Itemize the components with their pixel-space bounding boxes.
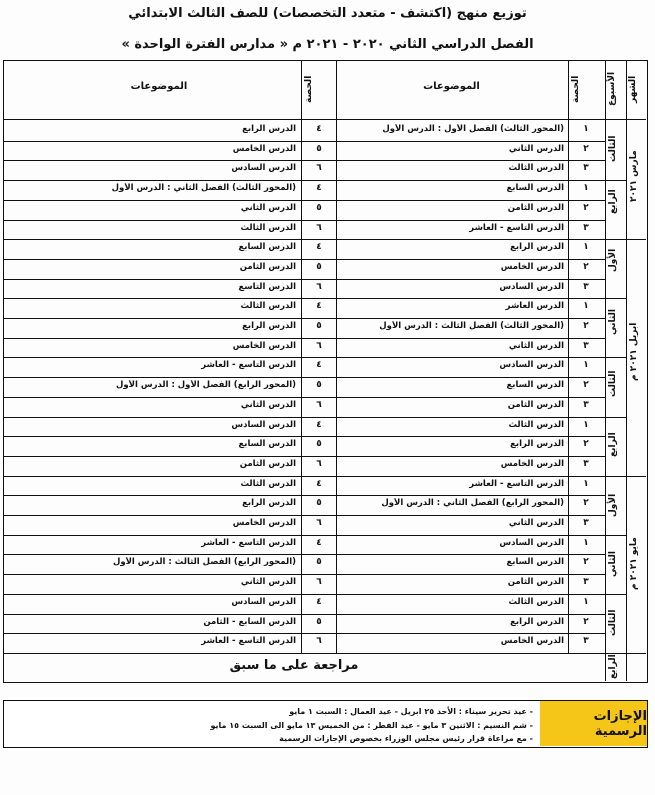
lesson-topic: الدرس الثامن [239, 261, 296, 272]
week-label: الثالث [608, 370, 618, 397]
session-number: ٢ [583, 321, 589, 332]
session-number: ٦ [316, 399, 322, 410]
session-number: ١ [583, 478, 589, 489]
table-divider [605, 476, 626, 477]
session-number: ١ [583, 360, 589, 371]
lesson-topic: الدرس الخامس [232, 518, 296, 529]
lesson-topic: الدرس السادس [231, 419, 296, 430]
table-divider [4, 653, 605, 654]
lesson-topic: الدرس الثامن [507, 577, 564, 588]
session-number: ٦ [316, 340, 322, 351]
table-divider [605, 535, 626, 536]
lesson-topic: الدرس الثاني [508, 143, 564, 154]
lesson-topic: الدرس الثالث [508, 596, 564, 607]
month-april: ابريل ٢٠٢١ م [629, 322, 639, 382]
table-divider [4, 397, 605, 398]
week-label: الثاني [608, 308, 618, 335]
lesson-topic: الدرس التاسع [238, 281, 296, 292]
session-number: ٤ [316, 360, 322, 371]
lesson-topic: الدرس الثامن [507, 202, 564, 213]
lesson-topic: الدرس الرابع [242, 498, 296, 509]
month-may: مايو ٢٠٢١ م [629, 537, 639, 591]
lesson-topic: الدرس الثاني [508, 518, 564, 529]
table-divider [605, 653, 626, 654]
table-divider [605, 298, 626, 299]
table-divider [605, 357, 626, 358]
table-divider [4, 180, 605, 181]
lesson-topic: الدرس السادس [499, 281, 564, 292]
session-number: ١ [583, 537, 589, 548]
session-number: ٢ [583, 616, 589, 627]
header-session-left: الحصة [304, 75, 314, 103]
session-number: ٢ [583, 498, 589, 509]
table-divider [4, 259, 605, 260]
session-number: ٣ [583, 518, 589, 529]
lesson-topic: الدرس السابع - الثامن [203, 616, 296, 627]
lesson-topic: الدرس الثالث [240, 478, 296, 489]
session-number: ٣ [583, 399, 589, 410]
session-number: ٣ [583, 636, 589, 647]
session-number: ٥ [316, 439, 322, 450]
lesson-topic: الدرس الثاني [508, 340, 564, 351]
table-divider [4, 594, 605, 595]
week-label: الثالث [608, 135, 618, 163]
session-number: ١ [583, 419, 589, 430]
table-divider [4, 535, 605, 536]
lesson-topic: (المحور الرابع) الفصل الثاني : الدرس الأول [381, 498, 564, 509]
table-divider [4, 200, 605, 201]
lesson-topic: الدرس التاسع - العاشر [469, 478, 564, 489]
session-number: ٥ [316, 616, 322, 627]
lesson-topic: الدرس السابع [506, 380, 564, 391]
table-divider [4, 614, 605, 615]
review-text: مراجعة على ما سبق [229, 658, 359, 673]
table-divider [626, 239, 646, 240]
lesson-topic: الدرس السابع [506, 183, 564, 194]
session-number: ٦ [316, 636, 322, 647]
session-number: ٥ [316, 321, 322, 332]
table-divider [4, 338, 605, 339]
lesson-topic: الدرس الرابع [242, 124, 296, 134]
lesson-topic: الدرس التاسع - العاشر [201, 636, 296, 647]
header-session-right: الحصة [571, 75, 581, 103]
lesson-topic: الدرس الخامس [500, 458, 564, 469]
holiday-line: - عيد تحرير سيناء : الأحد ٢٥ ابريل - عيد العمال : السبت ١ مايو [289, 707, 533, 716]
lesson-topic: الدرس السادس [499, 537, 564, 548]
lesson-topic: الدرس الثالث [240, 301, 296, 312]
lesson-topic: الدرس الثاني [240, 399, 296, 410]
session-number: ٦ [316, 577, 322, 588]
session-number: ٥ [316, 557, 322, 568]
session-number: ٢ [583, 439, 589, 450]
lesson-topic: الدرس التاسع - العاشر [201, 360, 296, 371]
session-number: ١ [583, 242, 589, 253]
lesson-topic: الدرس الثالث [508, 163, 564, 174]
lesson-topic: (المحور الثالث) الفصل الثالث : الدرس الأول [379, 321, 564, 332]
header-topics-left: الموضوعات [130, 81, 188, 92]
table-divider [4, 220, 605, 221]
lesson-topic: (المحور الثالث) الفصل الأول : الدرس الأول [382, 124, 564, 134]
header-week: الأسبوع [607, 71, 617, 107]
week-label: الثاني [608, 551, 618, 578]
lesson-topic: الدرس العاشر [505, 301, 564, 312]
session-number: ٤ [316, 596, 322, 607]
session-number: ٦ [316, 281, 322, 292]
table-divider [605, 417, 626, 418]
table-divider [626, 653, 646, 654]
holidays-box [3, 700, 648, 748]
week-label: الثالث [608, 609, 618, 637]
lesson-topic: الدرس الثالث [240, 222, 296, 233]
session-number: ٤ [316, 478, 322, 489]
table-divider [4, 554, 605, 555]
table-divider [4, 298, 605, 299]
table-divider [4, 456, 605, 457]
session-number: ١ [583, 596, 589, 607]
session-number: ٥ [316, 261, 322, 272]
header-month: الشهر [628, 75, 638, 103]
session-number: ٥ [316, 498, 322, 509]
session-number: ٢ [583, 557, 589, 568]
table-divider [4, 436, 605, 437]
session-number: ٤ [316, 124, 322, 134]
table-divider [605, 239, 626, 240]
session-number: ١ [583, 124, 589, 134]
table-divider [4, 574, 605, 575]
table-divider [626, 61, 627, 681]
session-number: ٢ [583, 380, 589, 391]
session-number: ٣ [583, 222, 589, 233]
table-divider [4, 141, 605, 142]
session-number: ٣ [583, 281, 589, 292]
lesson-topic: الدرس الخامس [500, 261, 564, 272]
table-divider [626, 476, 646, 477]
table-divider [4, 377, 605, 378]
session-number: ٥ [316, 202, 322, 213]
session-number: ٤ [316, 419, 322, 430]
session-number: ٣ [583, 458, 589, 469]
page-subtitle: الفصل الدراسي الثاني ٢٠٢٠ - ٢٠٢١ م « مدارس الفترة الواحدة » [121, 37, 534, 52]
lesson-topic: الدرس السادس [499, 360, 564, 371]
session-number: ٤ [316, 183, 322, 194]
table-divider [4, 357, 605, 358]
lesson-topic: الدرس الرابع [510, 616, 564, 627]
lesson-topic: الدرس السابع [506, 557, 564, 568]
week-label: الأول [608, 493, 618, 517]
lesson-topic: الدرس الخامس [232, 143, 296, 154]
table-divider [4, 476, 605, 477]
session-number: ٦ [316, 163, 322, 174]
lesson-topic: الدرس السابع [238, 439, 296, 450]
schedule-table [3, 60, 648, 683]
table-divider [605, 594, 626, 595]
session-number: ٤ [316, 242, 322, 253]
lesson-topic: الدرس السادس [231, 596, 296, 607]
table-divider [4, 417, 605, 418]
holiday-line: - مع مراعاة قرار رئيس مجلس الوزراء بخصوص الإجازات الرسمية [279, 734, 533, 743]
session-number: ٣ [583, 340, 589, 351]
table-divider [4, 633, 605, 634]
lesson-topic: (المحور الثالث) الفصل الثاني : الدرس الأول [111, 183, 296, 194]
lesson-topic: (المحور الرابع) الفصل الثالث : الدرس الأول [112, 557, 296, 568]
table-divider [605, 61, 606, 681]
session-number: ٣ [583, 577, 589, 588]
session-number: ٢ [583, 261, 589, 272]
table-divider [4, 119, 646, 120]
lesson-topic: الدرس الثامن [239, 458, 296, 469]
lesson-topic: الدرس الرابع [242, 321, 296, 332]
session-number: ٦ [316, 518, 322, 529]
session-number: ٥ [316, 143, 322, 154]
week-label: الرابع [608, 432, 618, 457]
session-number: ٦ [316, 458, 322, 469]
session-number: ٢ [583, 143, 589, 154]
week-label: الأول [608, 248, 618, 273]
week-label-last: الرابع [608, 654, 618, 680]
lesson-topic: الدرس التاسع - العاشر [201, 537, 296, 548]
lesson-topic: الدرس الرابع [510, 242, 564, 253]
table-divider [4, 279, 605, 280]
session-number: ٤ [316, 301, 322, 312]
session-number: ٣ [583, 163, 589, 174]
table-divider [4, 515, 605, 516]
table-divider [605, 180, 626, 181]
month-march: مارس ٢٠٢١ [629, 150, 639, 202]
lesson-topic: (المحور الرابع) الفصل الأول : الدرس الأول [115, 380, 296, 391]
holidays-label: الإجازات الرسمية [540, 701, 647, 746]
lesson-topic: الدرس الثاني [240, 202, 296, 213]
holiday-line: - شم النسيم : الاثنين ٣ مايو - عيد الفطر : من الخميس ١٣ مايو الى السبت ١٥ مايو [210, 721, 533, 730]
lesson-topic: الدرس الثامن [507, 399, 564, 410]
table-divider [4, 160, 605, 161]
lesson-topic: الدرس السابع [238, 242, 296, 253]
lesson-topic: الدرس الخامس [500, 636, 564, 647]
lesson-topic: الدرس التاسع - العاشر [469, 222, 564, 233]
session-number: ٢ [583, 202, 589, 213]
week-label: الرابع [608, 189, 618, 215]
table-divider [4, 239, 605, 240]
session-number: ٦ [316, 222, 322, 233]
lesson-topic: الدرس الرابع [510, 439, 564, 450]
session-number: ١ [583, 183, 589, 194]
lesson-topic: الدرس الثاني [240, 577, 296, 588]
session-number: ٥ [316, 380, 322, 391]
session-number: ١ [583, 301, 589, 312]
lesson-topic: الدرس الثالث [508, 419, 564, 430]
lesson-topic: الدرس السادس [231, 163, 296, 174]
table-divider [4, 318, 605, 319]
lesson-topic: الدرس الخامس [232, 340, 296, 351]
page-title: توزيع منهج (اكتشف - متعدد التخصصات) للصف الثالث الابتدائي [128, 6, 527, 21]
session-number: ٤ [316, 537, 322, 548]
table-divider [4, 495, 605, 496]
header-topics-right: الموضوعات [423, 81, 480, 92]
